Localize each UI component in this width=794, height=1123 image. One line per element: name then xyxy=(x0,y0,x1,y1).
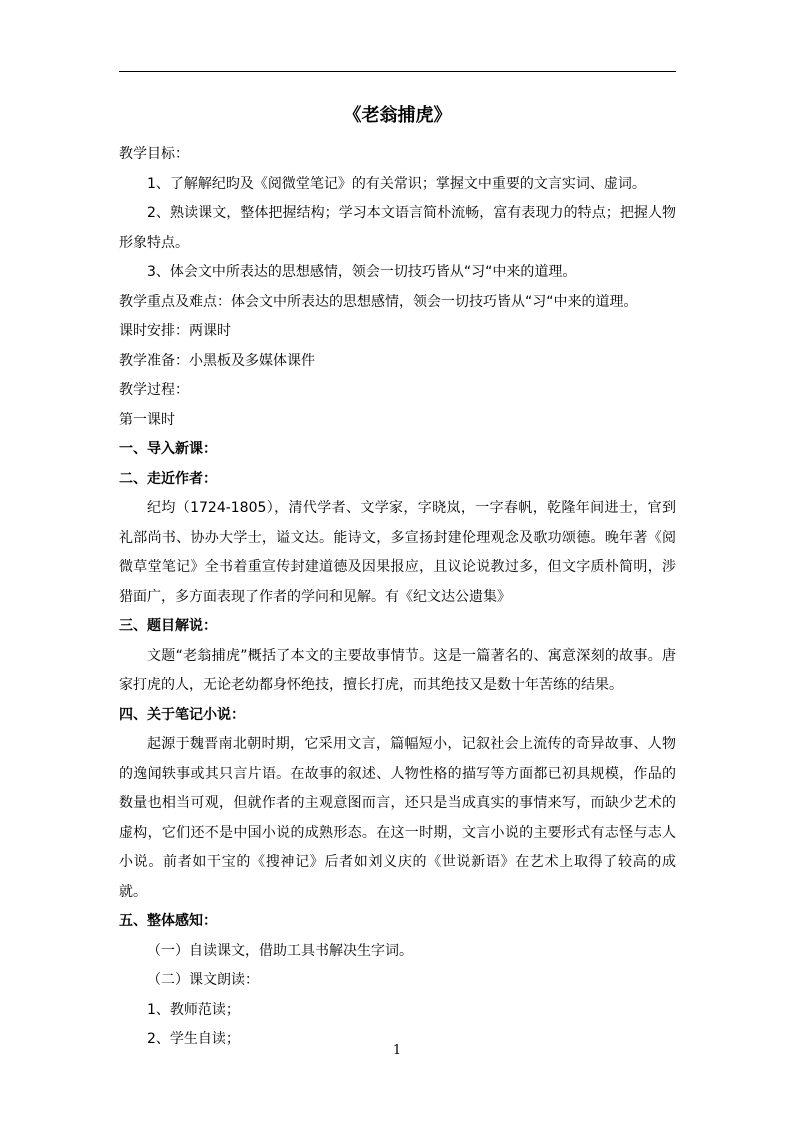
paragraph: 1、教师范读； xyxy=(147,1001,240,1018)
paragraph: 3、体会文中所表达的思想感情，领会一切技巧皆从“习“中来的道理。 xyxy=(147,264,577,280)
section-heading: 二、走近作者： xyxy=(119,470,217,487)
section-heading: 三、题目解说： xyxy=(119,618,217,634)
paragraph: 教学过程： xyxy=(119,382,189,398)
paragraph: （二）课文朗读： xyxy=(147,972,259,988)
page-number: 1 xyxy=(392,1043,402,1058)
section-heading: 五、整体感知： xyxy=(119,913,217,929)
paragraph: 2、学生自读； xyxy=(147,1031,240,1047)
document-title: 《老翁捕虎》 xyxy=(343,105,452,126)
paragraph-list xyxy=(119,140,676,1055)
paragraph: 教学重点及难点：体会文中所表达的思想感情，领会一切技巧皆从“习“中来的道理。 xyxy=(119,293,638,310)
paragraph: 文题“老翁捕虎”概括了本文的主要故事情节。这是一篇著名的、寓意深刻的故事。唐家打虎的人，无论老幼都身怀绝技，擅长打虎，而其绝技又是数十年苦练的结果。 xyxy=(119,647,676,693)
paragraph: 2、熟读课文，整体把握结构；学习本文语言简朴流畅，富有表现力的特点；把握人物形象特点。 xyxy=(119,205,676,251)
section-heading: 一、导入新课： xyxy=(119,441,217,457)
paragraph: 课时安排：两课时 xyxy=(119,323,231,339)
document-body xyxy=(119,96,676,1055)
paragraph: （一）自读课文，借助工具书解决生字词。 xyxy=(147,942,413,959)
paragraph: 第一课时 xyxy=(119,411,175,428)
paragraph: 教学目标： xyxy=(119,146,189,162)
section-heading: 四、关于笔记小说： xyxy=(119,706,245,723)
paragraph: 起源于魏晋南北朝时期，它采用文言，篇幅短小，记叙社会上流传的奇异故事、人物的逸闻轶事或其只言片语。在故事的叙述、人物性格的描写等方面都已初具规模，作品的数量也相当可观，但就作者的主观意图而言，还只是当成真实的事情来写，而缺少艺术的虚构，它们还不是中国小说的成熟形态。在这一时期，文言小说的主要形式有志怪与志人小说。前者如干宝的《搜神记》后者如刘义庆的《世说新语》在艺术上取得了较高的成就。 xyxy=(119,736,676,900)
header-rule xyxy=(119,71,676,72)
paragraph: 纪均（1724-1805），清代学者、文学家，字晓岚，一字春帆，乾隆年间进士，官到礼部尚书、协办大学士，谥文达。能诗文，多宣扬封建伦理观念及歌功颂德。晚年著《阅微草堂笔记》全书着重宣传封建道德及因果报应，且议论说教过多，但文字质朴简明，涉猎面广，多方面表现了作者的学问和见解。有《纪文达公遗集》 xyxy=(119,500,676,605)
paragraph: 教学准备：小黑板及多媒体课件 xyxy=(119,352,315,369)
paragraph: 1、了解解纪昀及《阅微堂笔记》的有关常识；掌握文中重要的文言实词、虚词。 xyxy=(147,175,646,192)
